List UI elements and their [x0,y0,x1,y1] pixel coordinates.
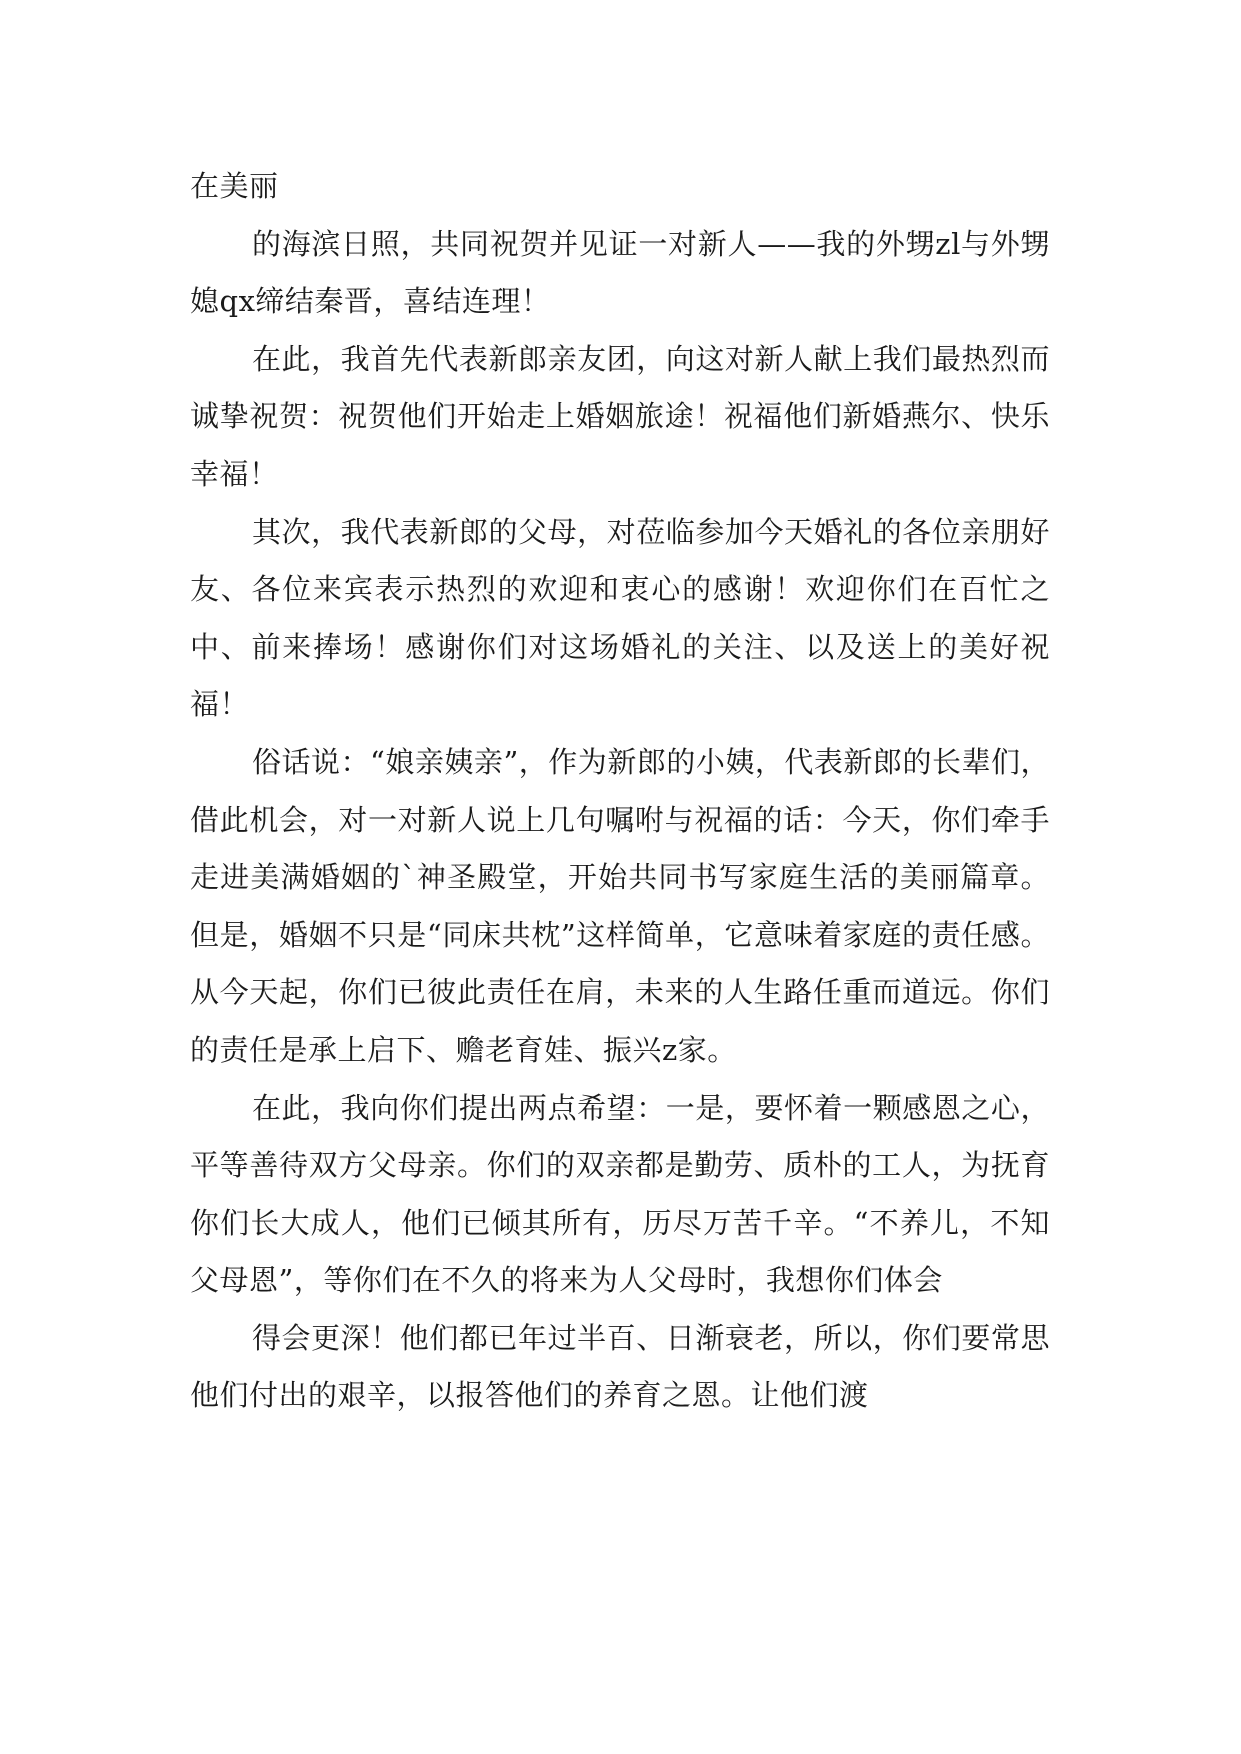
paragraph-5: 俗话说：“娘亲姨亲”，作为新郎的小姨，代表新郎的长辈们，借此机会，对一对新人说上几句嘱咐与祝福的话：今天，你们牵手走进美满婚姻的`神圣殿堂，开始共同书写家庭生活的美丽篇章。但是，婚姻不只是“同床共枕”这样简单，它意味着家庭的责任感。从今天起，你们已彼此责任在肩，未来的人生路任重而道远。你们的责任是承上启下、赡老育娃、振兴z家。 [190,744,1050,1067]
paragraph-2: 的海滨日照，共同祝贺并见证一对新人——我的外甥zl与外甥媳qx缔结秦晋，喜结连理！ [190,226,1050,319]
paragraph-3: 在此，我首先代表新郎亲友团，向这对新人献上我们最热烈而诚挚祝贺：祝贺他们开始走上婚姻旅途！祝福他们新婚燕尔、快乐幸福！ [190,341,1050,491]
document-body [190,158,1050,1425]
paragraph-4: 其次，我代表新郎的父母，对莅临参加今天婚礼的各位亲朋好友、各位来宾表示热烈的欢迎和衷心的感谢！欢迎你们在百忙之中、前来捧场！感谢你们对这场婚礼的关注、以及送上的美好祝福！ [190,514,1050,722]
paragraph-6: 在此，我向你们提出两点希望：一是，要怀着一颗感恩之心，平等善待双方父母亲。你们的双亲都是勤劳、质朴的工人，为抚育你们长大成人，他们已倾其所有，历尽万苦千辛。“不养儿，不知父母恩”，等你们在不久的将来为人父母时，我想你们体会 [190,1090,1050,1298]
paragraph-1: 在美丽 [190,169,279,203]
paragraph-7: 得会更深！他们都已年过半百、日渐衰老，所以，你们要常思他们付出的艰辛，以报答他们的养育之恩。让他们渡 [190,1320,1050,1413]
